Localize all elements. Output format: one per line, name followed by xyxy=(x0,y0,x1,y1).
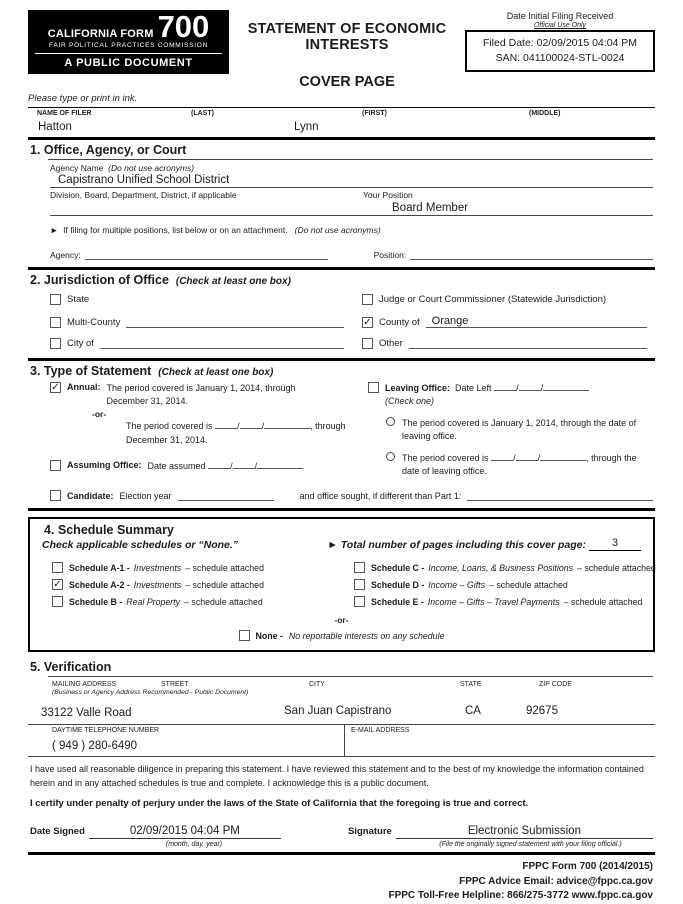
public-document-label: A PUBLIC DOCUMENT xyxy=(35,53,222,74)
street-label: STREET xyxy=(161,681,189,689)
date-assumed-label: Date assumed xyxy=(147,461,206,472)
section-5-verification xyxy=(28,657,655,855)
first-name-label: (FIRST) xyxy=(362,110,387,117)
section-5-title: 5. Verification xyxy=(30,660,112,675)
schedule-c-checkbox[interactable] xyxy=(354,562,365,573)
schedule-e-label: Schedule E - xyxy=(371,596,424,607)
middle-name-label: (MIDDLE) xyxy=(529,110,561,117)
zip-field[interactable]: 92675 xyxy=(526,705,558,718)
mailing-address-label: MAILING ADDRESS xyxy=(52,681,117,689)
schedule-e-checkbox[interactable] xyxy=(354,596,365,607)
check-one-note: (Check one) xyxy=(385,396,435,407)
section-3-type-of-statement: 3. Type of Statement (Check at least one box) ✓ Annual: The period covered is January 1, 2014, through December 31, 2014. -or- The period covered is / / , through December 31, 2014. Assuming Office: Date assumed / / Leaving Office: Date Left / / (Check one) The period covered is January 1, 2014, through the date of leaving office. The period covered is / / , through the date of leaving office. Candidate: Election year and office sought, if different than Part 1: xyxy=(28,361,655,511)
signature-label: Signature xyxy=(348,826,392,838)
total-pages-label: Total number of pages including this cover page: xyxy=(340,539,586,552)
last-name-field[interactable]: Hatton xyxy=(38,121,72,133)
multi-county-field[interactable] xyxy=(126,317,344,328)
agency-fill-field[interactable] xyxy=(85,249,328,260)
page-title: STATEMENT OF ECONOMIC INTERESTS xyxy=(247,21,447,53)
date-initial-filing-label: Date Initial Filing Received xyxy=(506,11,614,21)
first-name-field[interactable]: Lynn xyxy=(294,121,319,133)
election-year-field[interactable] xyxy=(178,490,274,501)
date-left-month-field[interactable] xyxy=(494,382,516,391)
schedule-a2-label: Schedule A-2 - xyxy=(69,579,130,590)
schedule-d-checkbox[interactable] xyxy=(354,579,365,590)
other-label: Other xyxy=(379,338,403,349)
judge-label: Judge or Court Commissioner (Statewide Jurisdiction) xyxy=(379,294,607,305)
annual-alt-pre: The period covered is xyxy=(126,421,213,432)
candidate-label: Candidate: xyxy=(67,491,114,502)
leaving-period-radio-1[interactable] xyxy=(386,417,395,426)
none-checkbox[interactable] xyxy=(239,630,250,641)
candidate-checkbox[interactable] xyxy=(50,490,61,501)
state-label: STATE xyxy=(460,681,482,689)
multi-county-label: Multi-County xyxy=(67,317,121,328)
leaving-period-2-pre: The period covered is xyxy=(402,453,489,464)
middle-name-field[interactable] xyxy=(529,121,655,133)
leaving-office-checkbox[interactable] xyxy=(368,382,379,393)
date-signed-field[interactable]: 02/09/2015 04:04 PM xyxy=(89,825,281,839)
leaving-office-label: Leaving Office: xyxy=(385,383,451,393)
annual-period-line2: December 31, 2014. xyxy=(106,396,189,407)
multiple-positions-note-italic: (Do not use acronyms) xyxy=(294,225,381,235)
schedule-a1-checkbox[interactable] xyxy=(52,562,63,573)
date-assumed-month-field[interactable] xyxy=(208,460,230,469)
schedule-b-label: Schedule B - xyxy=(69,596,123,607)
multiple-positions-note: If filing for multiple positions, list below or on an attachment. xyxy=(63,225,288,235)
street-field[interactable]: 33122 Valle Road xyxy=(41,707,132,720)
city-checkbox[interactable] xyxy=(50,338,61,349)
agency-name-note: (Do not use acronyms) xyxy=(108,163,195,173)
division-label: Division, Board, Department, District, if applicable xyxy=(50,190,237,200)
other-checkbox[interactable] xyxy=(362,338,373,349)
arrow-icon: ► xyxy=(327,539,338,552)
section-3-title-note: (Check at least one box) xyxy=(158,367,274,378)
section-1-title: 1. Office, Agency, or Court xyxy=(30,143,187,157)
date-assumed-day-field[interactable] xyxy=(233,460,255,469)
assuming-office-label: Assuming Office: xyxy=(67,460,142,471)
last-name-label: (LAST) xyxy=(191,110,214,117)
section-1-office-agency-court xyxy=(28,140,655,270)
date-signed-note: (month, day, year) xyxy=(165,841,223,849)
form-label: CALIFORNIA FORM xyxy=(47,28,154,40)
county-checkbox[interactable]: ✓ xyxy=(363,316,372,328)
certify-statement: I certify under penalty of perjury under the laws of the State of California that the foregoing is true and correct. xyxy=(30,798,529,810)
form-number: 700 xyxy=(157,9,210,44)
email-field[interactable] xyxy=(351,740,655,753)
county-field[interactable]: Orange xyxy=(426,315,647,328)
your-position-label: Your Position xyxy=(363,190,413,200)
other-field[interactable] xyxy=(409,338,647,349)
leaving-period-radio-2[interactable] xyxy=(386,452,395,461)
section-2-title: 2. Jurisdiction of Office xyxy=(30,273,169,287)
daytime-phone-label: DAYTIME TELEPHONE NUMBER xyxy=(52,727,160,735)
multi-county-checkbox[interactable] xyxy=(50,317,61,328)
annual-alt-year-field[interactable] xyxy=(264,420,310,429)
annual-checkbox[interactable]: ✓ xyxy=(51,381,60,393)
schedule-a2-checkbox[interactable]: ✓ xyxy=(53,578,62,590)
agency-name-label: Agency Name xyxy=(50,163,104,173)
commission-name: FAIR POLITICAL PRACTICES COMMISSION xyxy=(48,42,209,49)
arrow-icon: ► xyxy=(50,225,59,235)
mailing-address-sublabel: (Business or Agency Address Recommended - Public Document) xyxy=(52,689,249,697)
city-of-field[interactable] xyxy=(100,338,344,349)
date-left-label: Date Left xyxy=(455,383,492,393)
schedule-c-label: Schedule C - xyxy=(371,562,425,573)
leaving-period-text-1: The period covered is January 1, 2014, through the date of leaving office. xyxy=(402,418,637,442)
state-field[interactable]: CA xyxy=(465,705,481,718)
leaving-period-2-post: , through the date of leaving office. xyxy=(402,453,637,477)
state-checkbox[interactable] xyxy=(50,294,61,305)
name-of-filer-row xyxy=(28,107,655,140)
annual-alt-line2: December 31, 2014. xyxy=(126,434,208,445)
total-pages-field[interactable]: 3 xyxy=(589,538,641,551)
filed-date: Filed Date: 02/09/2015 04:04 PM xyxy=(482,37,638,50)
date-left-day-field[interactable] xyxy=(519,382,541,391)
judge-checkbox[interactable] xyxy=(362,294,373,305)
footer-helpline: FPPC Toll-Free Helpline: 866/275-3772 www.fppc.ca.gov xyxy=(388,890,653,902)
position-fill-field[interactable] xyxy=(410,249,653,260)
city-field[interactable]: San Juan Capistrano xyxy=(284,705,392,718)
your-position-field[interactable]: Board Member xyxy=(392,202,469,214)
print-note: Please type or print in ink. xyxy=(28,93,138,104)
none-label: None - xyxy=(255,630,283,641)
signature-field[interactable]: Electronic Submission xyxy=(396,825,653,839)
election-year-label: Election year xyxy=(119,491,172,502)
footer-form-version: FPPC Form 700 (2014/2015) xyxy=(522,861,653,873)
san-number: SAN: 041100024-STL-0024 xyxy=(495,51,625,64)
annual-or-label: -or- xyxy=(92,409,107,420)
schedule-a1-label: Schedule A-1 - xyxy=(69,562,130,573)
footer xyxy=(28,860,655,904)
leaving-period-year-field[interactable] xyxy=(540,452,586,461)
section-2-title-note: (Check at least one box) xyxy=(175,276,291,287)
city-label: CITY xyxy=(309,681,325,689)
signature-note: (File the originally signed statement with your filing official.) xyxy=(439,841,622,849)
date-assumed-year-field[interactable] xyxy=(257,460,303,469)
fppc-logo xyxy=(28,10,229,74)
page-subtitle: COVER PAGE xyxy=(299,74,395,90)
position-fill-label: Position: xyxy=(373,250,407,260)
state-label: State xyxy=(67,294,90,305)
name-of-filer-label: NAME OF FILER xyxy=(37,110,92,117)
section-3-title: 3. Type of Statement xyxy=(30,364,152,378)
official-use-label: Official Use Only xyxy=(533,22,587,30)
date-left-year-field[interactable] xyxy=(543,382,589,391)
section-4-title: 4. Schedule Summary xyxy=(44,523,174,538)
filed-stamp-box xyxy=(465,30,655,71)
verification-paragraph: I have used all reasonable diligence in preparing this statement. I have reviewed this statement and to the best of my knowledge the information contained herein and in any attached schedules is true and complete. I acknowledge this is a public document. xyxy=(30,764,644,788)
schedule-b-checkbox[interactable] xyxy=(52,596,63,607)
agency-fill-label: Agency: xyxy=(50,250,81,260)
annual-alt-month-field[interactable] xyxy=(215,420,237,429)
assuming-office-checkbox[interactable] xyxy=(50,460,61,471)
annual-period-line1: The period covered is January 1, 2014, through xyxy=(106,383,296,393)
agency-name-field[interactable]: Capistrano Unified School District xyxy=(58,174,230,186)
office-sought-label: and office sought, if different than Part 1: xyxy=(299,491,462,502)
section-2-jurisdiction xyxy=(28,270,655,361)
schedule-d-label: Schedule D - xyxy=(371,579,425,590)
section-4-schedule-summary: 4. Schedule Summary Check applicable schedules or “None.” ► Total number of pages including this cover page: 3 Schedule A-1 - Investments – schedule attached Schedule C - Income, Loans, & Business Positions – schedule attached ✓ Schedule A-2 - Investments – schedule attached Schedule D - Income – Gifts – schedule attached Schedule B - Real Property – schedule attached Schedule E - Income – Gifts – Travel Payments – schedule attached -or- None - No reportable interests on any schedule xyxy=(28,517,655,652)
header xyxy=(28,10,655,90)
footer-advice-email: FPPC Advice Email: advice@fppc.ca.gov xyxy=(459,875,653,887)
annual-alt-post: , through xyxy=(310,421,346,432)
schedule-or-label: -or- xyxy=(334,615,349,626)
daytime-phone-field[interactable]: ( 949 ) 280-6490 xyxy=(52,740,138,753)
schedule-instruction: Check applicable schedules or “None.” xyxy=(42,539,239,552)
annual-label: Annual: xyxy=(67,382,101,392)
zip-label: ZIP CODE xyxy=(539,681,572,689)
city-of-label: City of xyxy=(67,338,94,349)
email-label: E-MAIL ADDRESS xyxy=(351,727,410,735)
annual-alt-day-field[interactable] xyxy=(240,420,262,429)
date-signed-label: Date Signed xyxy=(30,826,85,838)
office-sought-field[interactable] xyxy=(467,490,653,501)
county-label: County of xyxy=(379,317,420,328)
leaving-period-day-field[interactable] xyxy=(516,452,538,461)
leaving-period-month-field[interactable] xyxy=(491,452,513,461)
